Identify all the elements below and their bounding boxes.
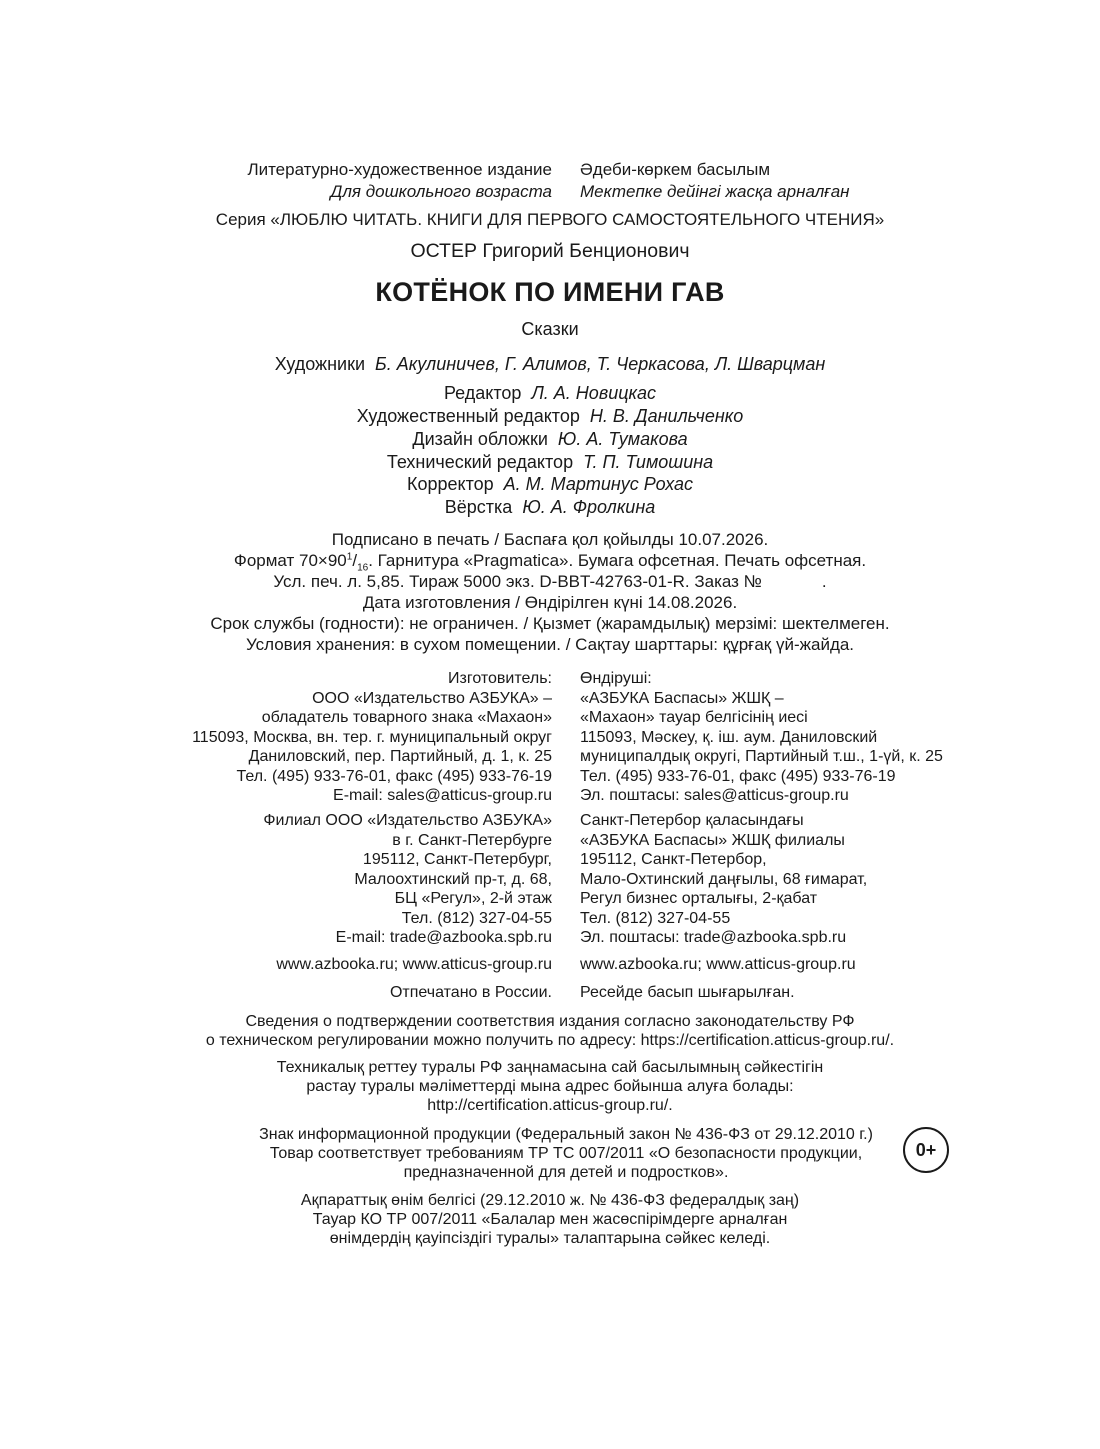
text-line: Санкт-Петербор қаласындағы [580,812,804,829]
book-title: КОТЁНОК ПО ИМЕНИ ГАВ [375,277,725,307]
credit-label: Корректор [406,474,494,494]
author-name: ОСТЕР Григорий Бенционович [410,240,690,262]
branch-ru [263,811,552,948]
format-text: Формат 70×90 [233,551,347,570]
sheets-end: . [821,572,827,591]
text-line: E-mail: trade@azbooka.spb.ru [335,929,552,946]
text-line: Эл. поштасы: trade@azbooka.spb.ru [580,929,847,946]
text-line: «АЗБУКА Баспасы» ЖШҚ филиалы [580,831,845,849]
info-sign-kz-line-2: Тауар КО ТР 007/2011 «Балалар мен жасөспірімдерге арналған [312,1211,788,1228]
series-line: Серия «ЛЮБЛЮ ЧИТАТЬ. КНИГИ ДЛЯ ПЕРВОГО САМОСТОЯТЕЛЬНОГО ЧТЕНИЯ» [215,210,885,229]
info-sign-kz-line-3: өнімдердің қауіпсіздігі туралы» талаптарына сәйкес келеді. [329,1230,771,1247]
credit-layout [0,497,1100,518]
format-numerator: 1 [346,551,353,563]
credit-value: Б. Акулиничев, Г. Алимов, Т. Черкасова, Л. Шварцман [375,354,826,374]
printed-in-kz: Ресейде басып шығарылған. [580,984,795,1001]
text-line: Тел. (812) 327-04-55 [580,909,731,927]
manufacturer-kz [580,669,943,806]
cert-ru-line-2: о техническом регулировании можно получить по адресу: https://certification.atticus-group.ru/. [205,1032,895,1049]
text-line: «АЗБУКА Баспасы» ЖШҚ – [580,689,784,707]
info-sign-ru-line-2: Товар соответствует требованиям ТР ТС 007/2011 «О безопасности продукции, [269,1145,863,1162]
text-line: Өндіруші: [580,670,652,687]
credit-art-editor [0,406,1100,427]
text-line: Даниловский, пер. Партийный, д. 1, к. 25 [248,748,552,765]
info-sign-kz-line-1: Ақпараттық өнім белгісі (29.12.2010 ж. № 436-ФЗ федералдық заң) [300,1192,800,1209]
text-line: Изготовитель: [448,670,552,687]
credit-label: Редактор [443,383,522,403]
credit-label: Дизайн обложки [412,429,548,449]
text-line: в г. Санкт-Петербурге [392,831,552,849]
service-life: Срок службы (годности): не ограничен. / Қызмет (жарамдылық) мерзімі: шектелмеген. [210,614,890,633]
cert-kz-line-3: http://certification.atticus-group.ru/. [427,1097,673,1114]
age-ru: Для дошкольного возраста [330,182,552,201]
manufacturer-ru [192,669,552,806]
text-line: 195112, Санкт-Петербург, [362,851,552,868]
text-line: муниципалдық округі, Партийный т.ш., 1-үй, к. 25 [580,748,943,765]
credit-label: Художники [274,354,365,374]
credit-artists [0,354,1100,375]
branch-kz [580,811,867,948]
credit-value: Л. А. Новицкас [531,383,657,403]
sheets-line [0,572,1100,592]
cert-ru-line-1: Сведения о подтверждении соответствия издания согласно законодательству РФ [245,1013,855,1030]
text-line: Филиал ООО «Издательство АЗБУКА» [263,812,552,829]
format-denominator: 16 [357,562,369,574]
text-line: 195112, Санкт-Петербор, [580,851,767,868]
credit-label: Художественный редактор [356,406,580,426]
text-line: обладатель товарного знака «Махаон» [261,709,552,726]
text-line: Тел. (495) 933-76-01, факс (495) 933-76-19 [580,767,896,785]
credit-cover [0,429,1100,450]
text-line: 115093, Москва, вн. тер. г. муниципальный округ [192,728,552,746]
sheets-text: Усл. печ. л. 5,85. Тираж 5000 экз. D-BBT-42763-01-R. Заказ № [273,572,762,591]
credit-value: А. М. Мартинус Рохас [503,474,694,494]
cert-kz-line-2: растау туралы мәліметтерді мына адрес бойынша алуға болады: [306,1078,794,1095]
credit-tech-editor [0,452,1100,473]
text-line: ООО «Издательство АЗБУКА» – [312,689,552,707]
credit-value: Ю. А. Фролкина [522,497,656,517]
text-line: БЦ «Регул», 2-й этаж [394,890,552,907]
age-rating-badge: 0+ [903,1127,949,1173]
credit-value: Т. П. Тимошина [583,452,714,472]
websites-kz: www.azbooka.ru; www.atticus-group.ru [580,956,856,973]
format-rest: . Гарнитура «Pragmatica». Бумага офсетная. Печать офсетная. [368,551,867,570]
credit-value: Н. В. Данильченко [589,406,744,426]
genre: Сказки [521,319,579,339]
text-line: 115093, Мәскеу, қ. іш. аум. Даниловский [580,728,878,746]
storage-conditions: Условия хранения: в сухом помещении. / Сақтау шарттары: құрғақ үй-жайда. [245,635,855,654]
printed-in-ru: Отпечатано в России. [389,984,552,1001]
edition-type-kz: Әдеби-көркем басылым [580,160,771,179]
signed-to-print: Подписано в печать / Баспаға қол қойылды 10.07.2026. [331,530,769,549]
text-line: Регул бизнес орталығы, 2-қабат [580,890,818,907]
info-sign-ru-line-3: предназначенной для детей и подростков». [403,1164,729,1181]
text-line: E-mail: sales@atticus-group.ru [333,787,552,804]
format-line: Формат $70\times 90^1/_{16}$. Гарнитура «Pragmatica». Бумага офсетная. Печать офсетная. [233,551,867,574]
text-line: Мало-Охтинский даңғылы, 68 ғимарат, [580,870,868,888]
credit-editor [0,383,1100,404]
text-line: Эл. поштасы: sales@atticus-group.ru [580,787,849,804]
cert-kz-line-1: Техникалық реттеу туралы РФ заңнамасына сай басылымның сәйкестігін [276,1059,824,1076]
text-line: Тел. (495) 933-76-01, факс (495) 933-76-19 [236,767,552,785]
text-line: Малоохтинский пр-т, д. 68, [354,870,552,888]
credit-proofreader [0,474,1100,495]
credit-value: Ю. А. Тумакова [557,429,688,449]
age-kz: Мектепке дейінгі жасқа арналған [580,182,850,201]
text-line: «Махаон» тауар белгісінің иесі [580,709,808,726]
manufacture-date: Дата изготовления / Өндірілген күні 14.08.2026. [362,593,738,612]
info-sign-ru-line-1: Знак информационной продукции (Федеральный закон № 436-ФЗ от 29.12.2010 г.) [259,1126,873,1143]
credit-label: Вёрстка [444,497,513,517]
credit-label: Технический редактор [386,452,574,472]
text-line: Тел. (812) 327-04-55 [401,909,552,927]
websites-ru: www.azbooka.ru; www.atticus-group.ru [276,956,552,973]
edition-type-ru: Литературно-художественное издание [247,160,552,179]
